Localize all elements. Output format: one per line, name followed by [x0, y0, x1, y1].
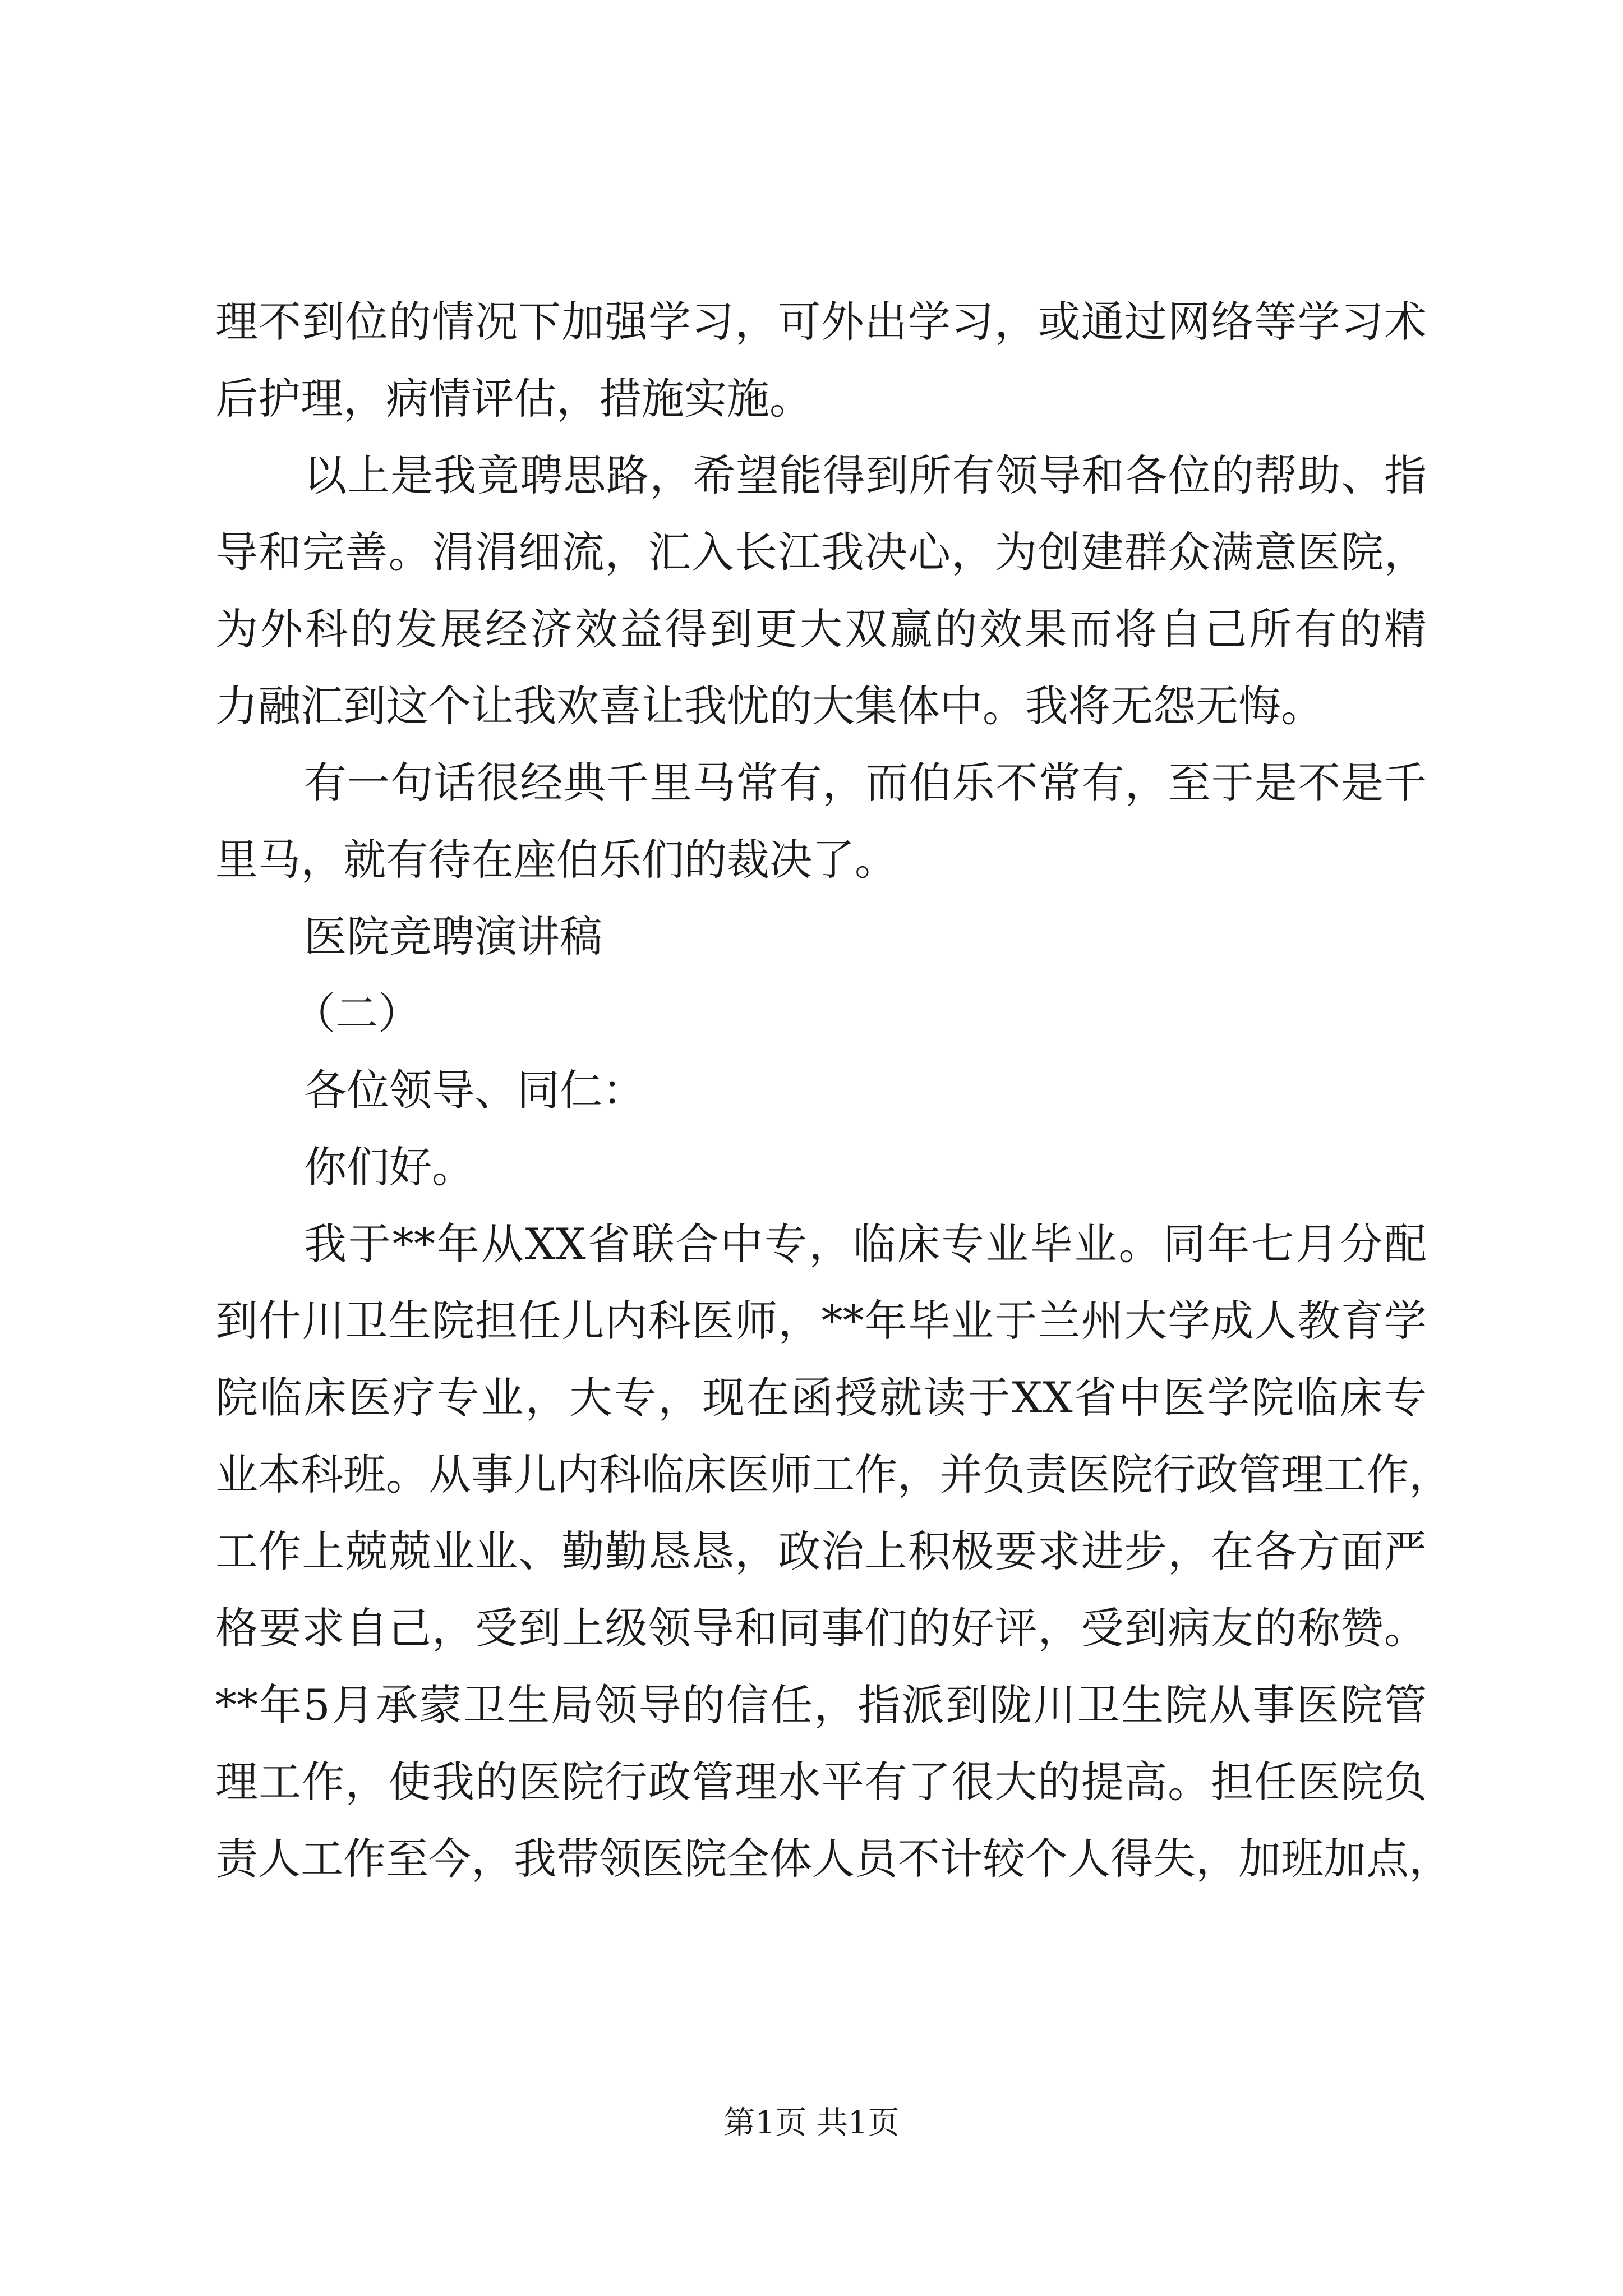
text-line: 业本科班。从事儿内科临床医师工作，并负责医院行政管理工作，: [215, 1450, 1451, 1499]
text-line: 我于**年从XX省联合中专，临床专业毕业。同年七月分配: [304, 1219, 1427, 1269]
text-line: 导和完善。涓涓细流，汇入长江我决心，为创建群众满意医院，: [215, 527, 1427, 577]
text-line: 理工作，使我的医院行政管理水平有了很大的提高。担任医院负: [215, 1757, 1427, 1807]
text-line: 后护理，病情评估，措施实施。: [215, 374, 812, 424]
text-line: 格要求自己，受到上级领导和同事们的好评，受到病友的称赞。: [215, 1603, 1427, 1653]
section-number: （二）: [293, 988, 421, 1038]
body-text: [215, 283, 1451, 1897]
text-line: 工作上兢兢业业、勤勤恳恳，政治上积极要求进步，在各方面严: [215, 1526, 1427, 1576]
text-line: **年5月承蒙卫生局领导的信任，指派到陇川卫生院从事医院管: [215, 1680, 1427, 1730]
text-line: 力融汇到这个让我欢喜让我忧的大集体中。我将无怨无悔。: [215, 681, 1324, 731]
text-line: 理不到位的情况下加强学习，可外出学习，或通过网络等学习术: [215, 297, 1427, 347]
text-line: 为外科的发展经济效益得到更大双赢的效果而将自己所有的精: [215, 604, 1427, 654]
page-footer: [0, 2101, 1623, 2146]
text-line: 有一句话很经典千里马常有，而伯乐不常有，至于是不是千: [304, 758, 1427, 808]
text-line: 以上是我竟聘思路，希望能得到所有领导和各位的帮助、指: [304, 450, 1427, 500]
greeting: 你们好。: [304, 1142, 474, 1192]
text-line: 责人工作至今，我带领医院全体人员不计较个人得失，加班加点，: [215, 1834, 1451, 1884]
section-title: 医院竞聘演讲稿: [304, 912, 602, 961]
salutation: 各位领导、同仁：: [304, 1065, 645, 1115]
text-line: 院临床医疗专业，大专，现在函授就读于XX省中医学院临床专: [215, 1373, 1427, 1423]
text-line: 里马，就有待在座伯乐们的裁决了。: [215, 835, 897, 885]
text-line: 到什川卫生院担任儿内科医师，**年毕业于兰州大学成人教育学: [215, 1296, 1427, 1346]
page-number-label: 第1页 共1页: [723, 2105, 900, 2141]
